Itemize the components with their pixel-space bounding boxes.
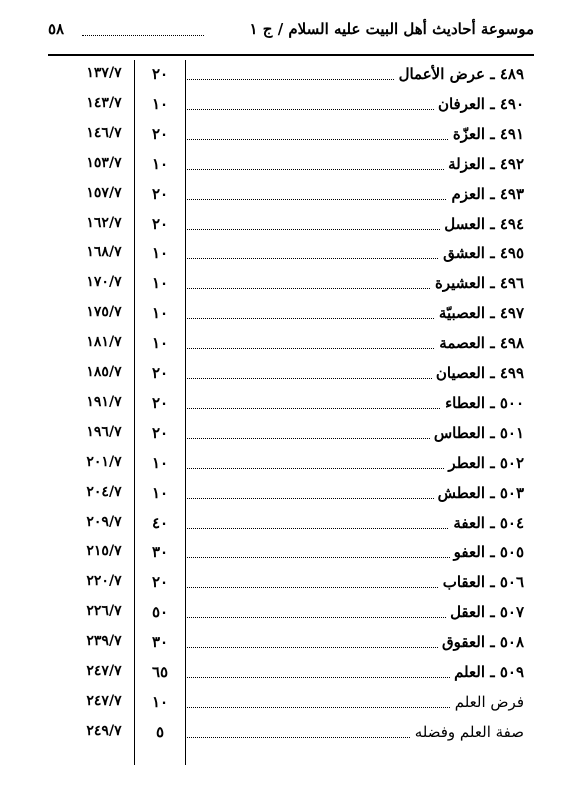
entry-reference: ١٣٧/٧ (86, 65, 122, 81)
entry-reference: ١٤٦/٧ (86, 124, 122, 141)
toc-entry[interactable] (185, 509, 524, 539)
toc-row (0, 180, 580, 210)
toc-entry[interactable] (185, 538, 524, 568)
entry-count: ٢٠ (151, 393, 169, 412)
toc-row (0, 150, 580, 180)
toc-row (0, 509, 580, 539)
entry-count: ١٠ (151, 692, 169, 711)
entry-title: ٥٠٨ ـ العقوق (438, 633, 524, 651)
toc-entry[interactable] (185, 180, 524, 210)
entry-reference: ١٨١/٧ (86, 334, 122, 351)
toc-row (0, 389, 580, 419)
entry-reference: ٢٠١/٧ (86, 453, 122, 470)
toc-row (0, 239, 580, 269)
entry-title: ٤٩٤ ـ العسل (440, 215, 524, 233)
page-number: ٥٨ (48, 20, 65, 38)
entry-title: ٥٠٣ ـ العطش (434, 484, 524, 502)
entry-count: ٢٠ (151, 573, 169, 592)
entry-count: ١٠ (151, 483, 169, 502)
entry-title: ٥٠٤ ـ العفة (449, 514, 524, 532)
toc-row (0, 718, 580, 748)
toc-row (0, 568, 580, 598)
toc-row (0, 449, 580, 479)
toc-row (0, 538, 580, 568)
entry-reference: ١٤٣/٧ (86, 94, 122, 111)
entry-count: ١٠ (151, 154, 169, 173)
entry-title: ٥٠٧ ـ العقل (446, 603, 524, 621)
entry-count: ١٠ (151, 94, 169, 113)
entry-reference: ٢٤٧/٧ (86, 663, 122, 679)
toc-row (0, 299, 580, 329)
toc-entry[interactable] (185, 150, 524, 180)
toc-entry[interactable] (185, 359, 524, 389)
entry-title: ٤٩٣ ـ العزم (447, 185, 524, 203)
entry-title: ٤٩٧ ـ العصبيّة (435, 304, 524, 322)
entry-reference: ١٩٦/٧ (86, 423, 122, 440)
toc-entry[interactable] (185, 120, 524, 150)
entry-title: ٥٠٢ ـ العطر (444, 454, 524, 472)
header-rule (48, 54, 534, 56)
toc-entry[interactable] (185, 210, 524, 240)
toc-entry[interactable] (185, 628, 524, 658)
toc-row (0, 120, 580, 150)
entry-count: ٥ (155, 722, 165, 741)
entry-count: ٣٠ (151, 543, 169, 562)
toc-row (0, 60, 580, 90)
entry-count: ٥٠ (151, 603, 169, 622)
toc-entry[interactable] (185, 718, 524, 748)
toc-row (0, 419, 580, 449)
entry-reference: ٢٣٩/٧ (86, 633, 122, 650)
toc-entry[interactable] (185, 60, 524, 90)
entry-count: ٢٠ (151, 65, 169, 83)
entry-reference: ١٦٨/٧ (86, 244, 122, 261)
toc-entry[interactable] (185, 329, 524, 359)
toc-row (0, 479, 580, 509)
toc-row (0, 628, 580, 658)
entry-title: ٤٩٦ ـ العشيرة (431, 274, 524, 292)
entry-title: صفة العلم وفضله (411, 723, 524, 741)
entry-count: ٤٠ (151, 513, 169, 532)
toc-row (0, 210, 580, 240)
entry-reference: ٢٢٠/٧ (86, 573, 122, 590)
entry-title: فرض العلم (451, 693, 524, 711)
entry-title: ٤٩١ ـ العزّة (449, 125, 524, 143)
entry-reference: ٢١٥/٧ (86, 543, 122, 560)
toc-row (0, 329, 580, 359)
entry-title: ٤٩٥ ـ العشق (439, 244, 524, 262)
entry-count: ٢٠ (151, 214, 169, 233)
toc-entry[interactable] (185, 479, 524, 509)
entry-count: ٢٠ (151, 423, 169, 442)
entry-count: ٢٠ (151, 184, 169, 203)
header-leader-dots (82, 35, 204, 36)
toc-entry[interactable] (185, 449, 524, 479)
toc-row (0, 658, 580, 688)
entry-title: ٤٩٩ ـ العصيان (432, 364, 524, 382)
toc-entry[interactable] (185, 598, 524, 628)
toc-row (0, 598, 580, 628)
entry-title: ٥٠٥ ـ العفو (450, 543, 524, 561)
entry-title: ٤٩٠ ـ العرفان (434, 95, 524, 113)
entry-count: ١٠ (151, 304, 169, 323)
toc-entry[interactable] (185, 239, 524, 269)
entry-count: ١٠ (151, 244, 169, 263)
toc-entry[interactable] (185, 658, 524, 688)
entry-title: ٤٩٨ ـ العصمة (435, 334, 524, 352)
toc-entry[interactable] (185, 688, 524, 718)
toc-entry[interactable] (185, 568, 524, 598)
entry-reference: ٢٠٤/٧ (86, 483, 122, 500)
toc-row (0, 359, 580, 389)
toc-row (0, 688, 580, 718)
toc-entry[interactable] (185, 389, 524, 419)
page-header (48, 16, 534, 52)
entry-reference: ١٦٢/٧ (86, 214, 122, 231)
entry-reference: ١٧٥/٧ (86, 304, 122, 321)
entry-count: ٣٠ (151, 633, 169, 652)
entry-title: ٥٠٦ ـ العقاب (439, 573, 524, 591)
entry-reference: ٢٢٦/٧ (86, 603, 122, 620)
entry-count: ٦٥ (151, 663, 169, 681)
entry-title: ٥٠١ ـ العطاس (430, 424, 524, 442)
toc-entry[interactable] (185, 269, 524, 299)
entry-count: ١٠ (151, 274, 169, 293)
entry-reference: ٢٤٩/٧ (86, 722, 122, 739)
entry-reference: ١٨٥/٧ (86, 364, 122, 380)
entry-count: ٢٠ (151, 124, 169, 143)
entry-reference: ٢٠٩/٧ (86, 513, 122, 530)
toc-entry[interactable] (185, 419, 524, 449)
running-title: موسوعة أحاديث أهل البيت عليه السلام / ج ١ (249, 20, 534, 38)
entry-title: ٥٠٩ ـ العلم (450, 663, 524, 681)
entry-title: ٥٠٠ ـ العطاء (441, 394, 524, 412)
entry-title: ٤٩٢ ـ العزلة (444, 155, 524, 173)
toc-row (0, 269, 580, 299)
entry-reference: ٢٤٧/٧ (86, 692, 122, 709)
entry-count: ١٠ (151, 453, 169, 472)
entry-count: ١٠ (151, 334, 169, 353)
entry-reference: ١٥٣/٧ (86, 154, 122, 171)
entry-reference: ١٧٠/٧ (86, 274, 122, 291)
entry-count: ٢٠ (151, 364, 169, 382)
toc-row (0, 90, 580, 120)
entry-reference: ١٥٧/٧ (86, 184, 122, 201)
entry-reference: ١٩١/٧ (86, 393, 122, 410)
entry-title: ٤٨٩ ـ عرض الأعمال (395, 65, 524, 83)
toc-entry[interactable] (185, 90, 524, 120)
toc-entry[interactable] (185, 299, 524, 329)
